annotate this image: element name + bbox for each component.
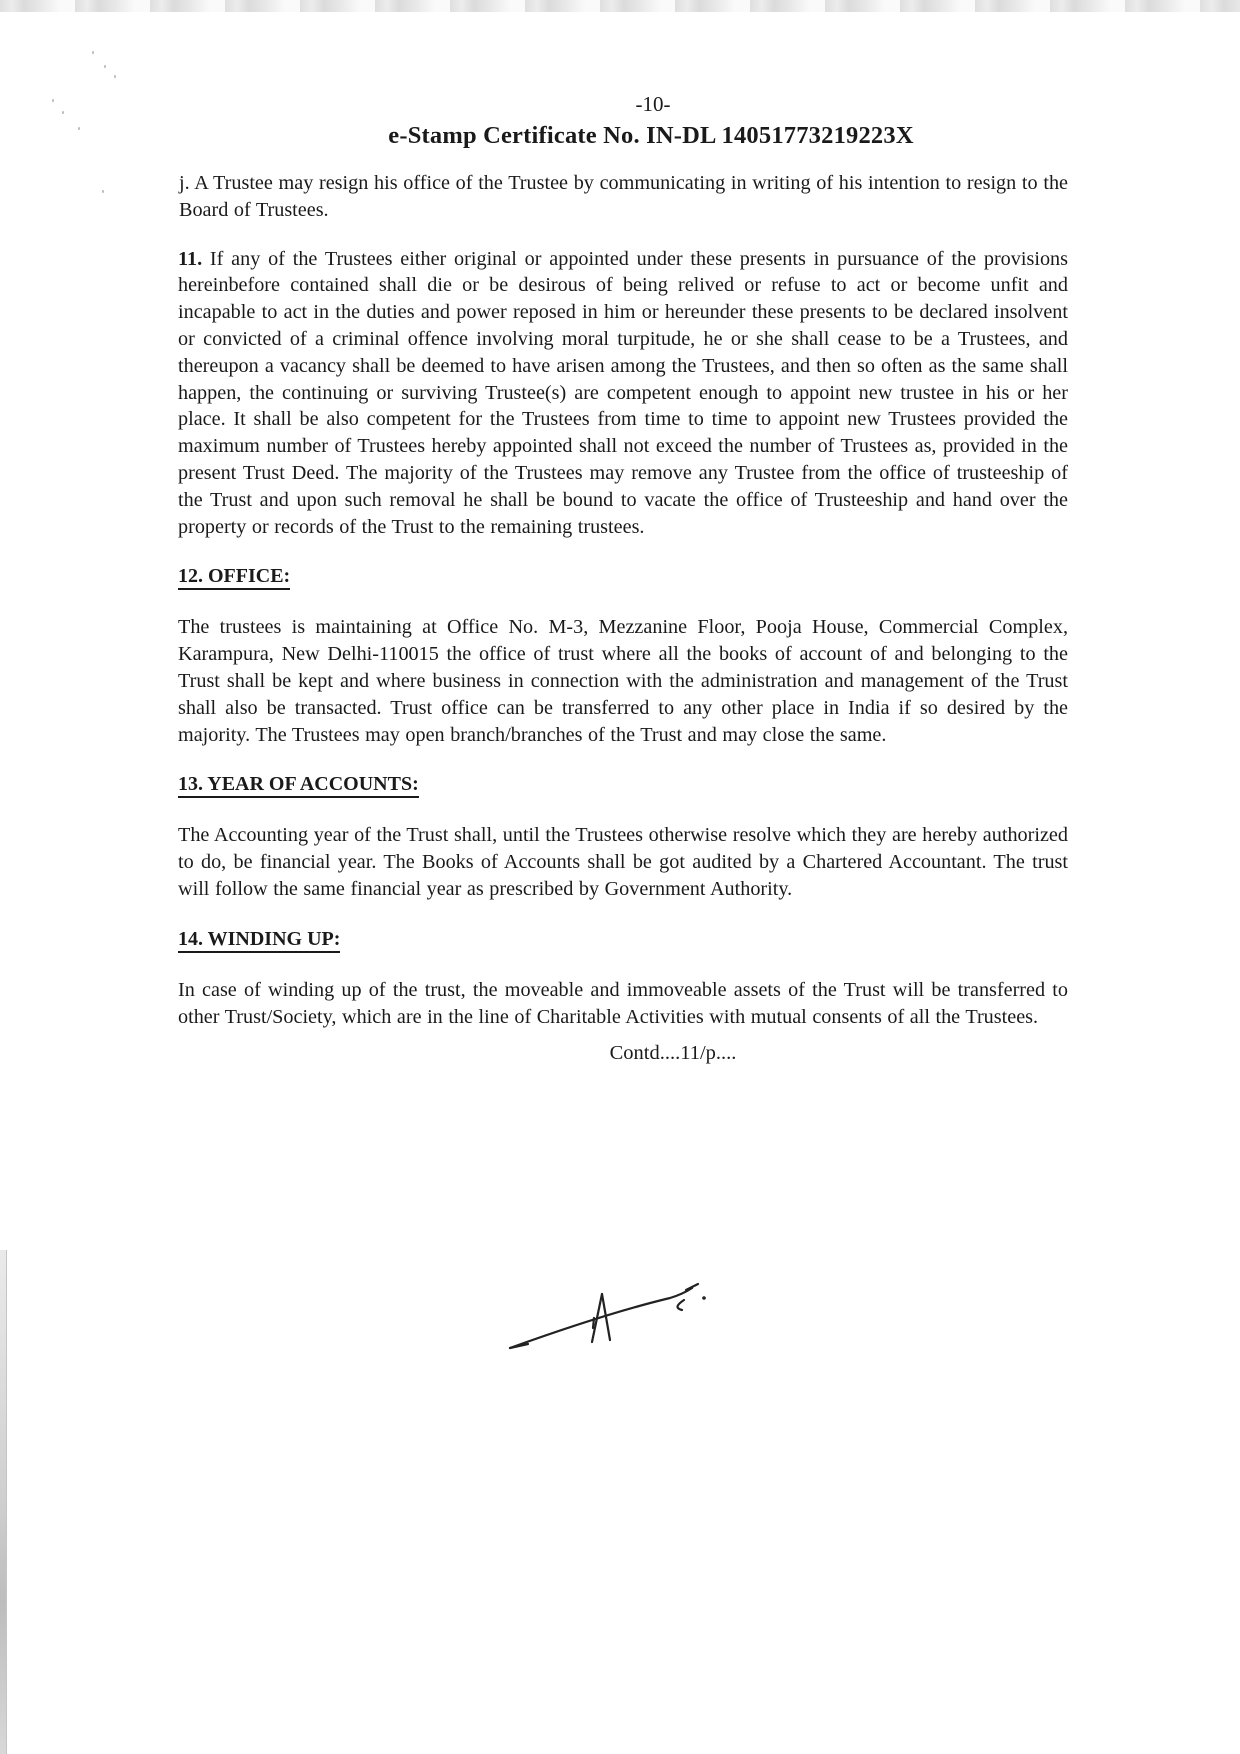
scan-specks bbox=[40, 45, 140, 205]
section-heading-year-of-accounts: 13. YEAR OF ACCOUNTS: bbox=[178, 772, 419, 798]
scan-artifact-left-edge bbox=[0, 1250, 7, 1754]
continued-marker: Contd....11/p.... bbox=[609, 1042, 737, 1065]
section-text-winding-up: In case of winding up of the trust, the moveable and immoveable assets of the Trust will be transferred to other Trust/Society, which are in the line of Charitable Activities with mutual consents of all the Trustees. bbox=[178, 978, 1068, 1028]
section-heading-office: 12. OFFICE: bbox=[178, 564, 290, 590]
section-winding-up bbox=[178, 927, 1068, 1031]
section-text-office: The trustees is maintaining at Office No. M-3, Mezzanine Floor, Pooja House, Commercial Complex, Karampura, New Delhi-110015 the office of trust where all the books of account of and belonging to the Trust shall be kept and where business in connection with the administration and management of the Trust shall also be transacted. Trust office can be transferred to any other place in India if so desired by the majority. The Trustees may open branch/branches of the Trust and may close the same. bbox=[178, 616, 1068, 746]
stamp-certificate-title: e-Stamp Certificate No. IN-DL 14051773219223X bbox=[388, 122, 914, 149]
clause-11 bbox=[178, 246, 1068, 541]
signature-dot bbox=[702, 1296, 706, 1300]
signature-stroke-a-bar bbox=[593, 1318, 594, 1328]
section-office bbox=[178, 564, 1068, 748]
speck bbox=[78, 127, 80, 130]
section-heading-winding-up: 14. WINDING UP: bbox=[178, 927, 340, 953]
signature-stroke-flourish bbox=[678, 1300, 684, 1310]
speck bbox=[62, 111, 64, 114]
signature-icon bbox=[500, 1270, 730, 1360]
speck bbox=[114, 75, 116, 78]
speck bbox=[52, 99, 54, 102]
clause-11-text: If any of the Trustees either original or appointed under these presents in pursuance of the provisions hereinbefore contained shall die or be desirous of being relived or refuse to act or become unfit and incapable to act in the duties and power reposed in him or hereunder these presents to be declared insolvent or convicted of a criminal offence involving moral turpitude, he or she shall cease to be a Trustees, and thereupon a vacancy shall be deemed to have arisen among the Trustees, and then so often as the same shall happen, the continuing or surviving Trustee(s) are competent enough to appoint new trustee in his or her place. It shall be also competent for the Trustees from time to time to appoint new Trustees provided the maximum number of Trustees hereby appointed shall not exceed the number of Trustees as, provided in the present Trust Deed. The majority of the Trustees may remove any Trustee from the office of trusteeship of the Trust and upon such removal he shall be bound to vacate the office of Trusteeship and hand over the property or records of the Trust to the remaining trustees. bbox=[178, 247, 1068, 538]
speck bbox=[102, 190, 104, 193]
clause-11-number: 11. bbox=[178, 247, 203, 270]
speck bbox=[104, 65, 106, 68]
document-page bbox=[178, 92, 1068, 1066]
clause-j: j. A Trustee may resign his office of the Trustee by communicating in writing of his intention to resign to the Board of Trustees. bbox=[179, 172, 1068, 221]
scan-artifact-top-edge bbox=[0, 0, 1240, 12]
page-number: -10- bbox=[635, 92, 671, 116]
section-text-year-of-accounts: The Accounting year of the Trust shall, until the Trustees otherwise resolve which they are hereby authorized to do, be financial year. The Books of Accounts shall be got audited by a Chartered Accountant. The trust will follow the same financial year as prescribed by Government Authority. bbox=[178, 824, 1068, 900]
section-year-of-accounts bbox=[178, 772, 1068, 902]
speck bbox=[92, 51, 94, 54]
